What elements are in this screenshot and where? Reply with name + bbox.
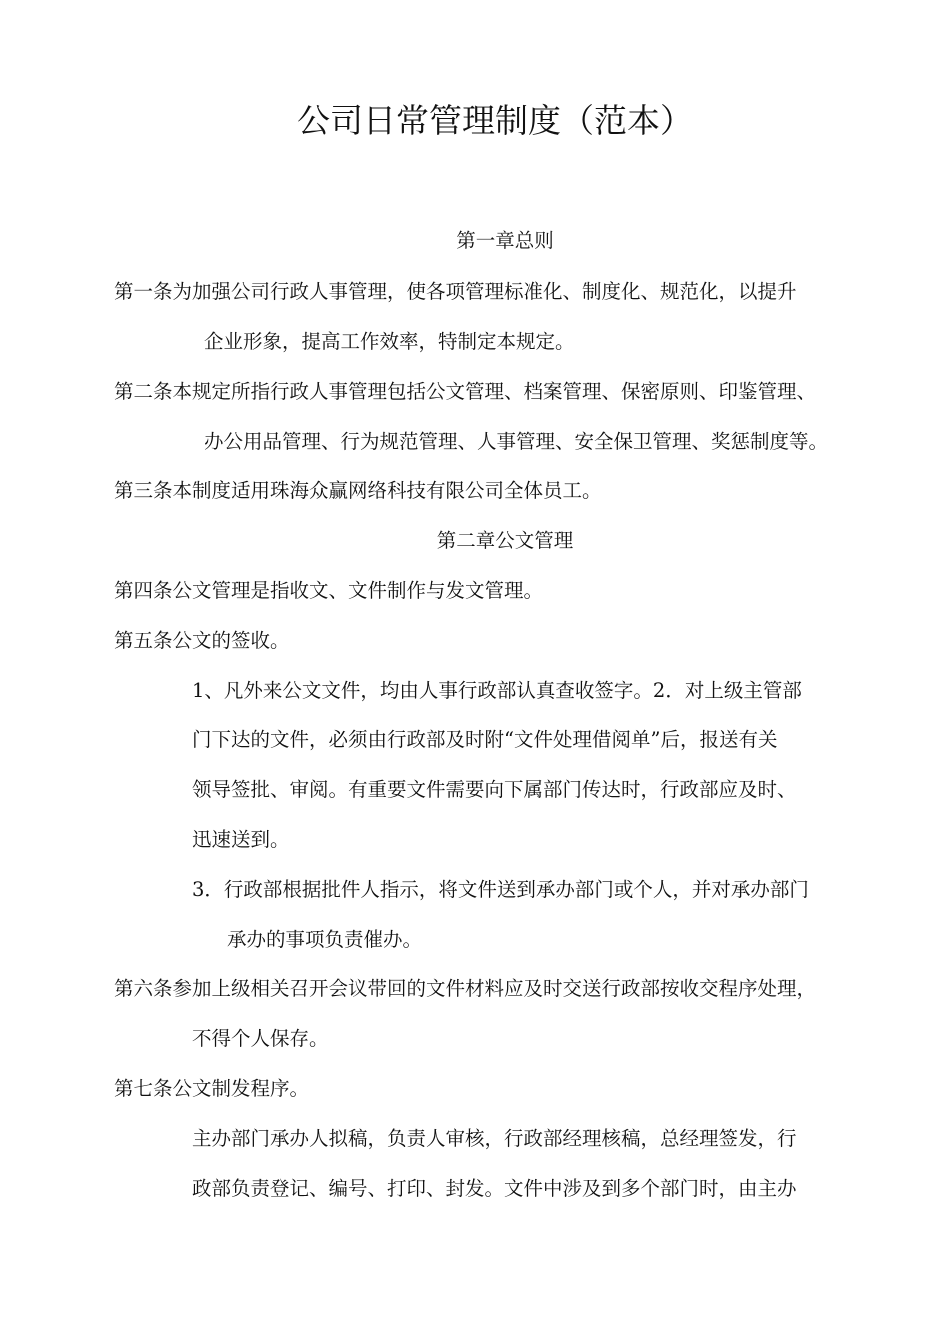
article-5-item-1-line-3: 领导签批、审阅。有重要文件需要向下属部门传达时，行政部应及时、 xyxy=(192,778,797,801)
article-7-line-1: 第七条公文制发程序。 xyxy=(114,1077,310,1100)
article-6-line-1: 第六条参加上级相关召开会议带回的文件材料应及时交送行政部按收交程序处理， xyxy=(114,977,817,1000)
article-5-item-1-line-1: 1、凡外来公文文件，均由人事行政部认真查收签字。2．对上级主管部 xyxy=(192,679,802,702)
article-2-line-1: 第二条本规定所指行政人事管理包括公文管理、档案管理、保密原则、印鉴管理、 xyxy=(114,380,817,403)
chapter-2-heading: 第二章公文管理 xyxy=(436,529,574,552)
article-5-item-3-line-1: 3．行政部根据批件人指示，将文件送到承办部门或个人，并对承办部门 xyxy=(192,878,809,901)
article-5-line-1: 第五条公文的签收。 xyxy=(114,629,290,652)
article-7-paragraph-line-1: 主办部门承办人拟稿，负责人审核，行政部经理核稿，总经理签发，行 xyxy=(192,1127,797,1150)
chapter-1-heading: 第一章总则 xyxy=(456,229,554,252)
article-4-line-1: 第四条公文管理是指收文、文件制作与发文管理。 xyxy=(114,579,544,602)
article-2-line-2: 办公用品管理、行为规范管理、人事管理、安全保卫管理、奖惩制度等。 xyxy=(204,430,829,453)
article-3-line-1: 第三条本制度适用珠海众赢网络科技有限公司全体员工。 xyxy=(114,479,602,502)
document-title: 公司日常管理制度（范本） xyxy=(297,101,693,140)
article-5-item-1-line-4: 迅速送到。 xyxy=(192,828,290,851)
article-5-item-1-line-2: 门下达的文件，必须由行政部及时附“文件处理借阅单”后，报送有关 xyxy=(192,728,778,751)
article-7-paragraph-line-2: 政部负责登记、编号、打印、封发。文件中涉及到多个部门时，由主办 xyxy=(192,1177,797,1200)
article-5-item-3-line-2: 承办的事项负责催办。 xyxy=(227,928,423,951)
article-1-line-1: 第一条为加强公司行政人事管理，使各项管理标准化、制度化、规范化，以提升 xyxy=(114,280,797,303)
article-6-line-2: 不得个人保存。 xyxy=(192,1027,329,1050)
article-1-line-2: 企业形象，提高工作效率，特制定本规定。 xyxy=(204,330,575,353)
